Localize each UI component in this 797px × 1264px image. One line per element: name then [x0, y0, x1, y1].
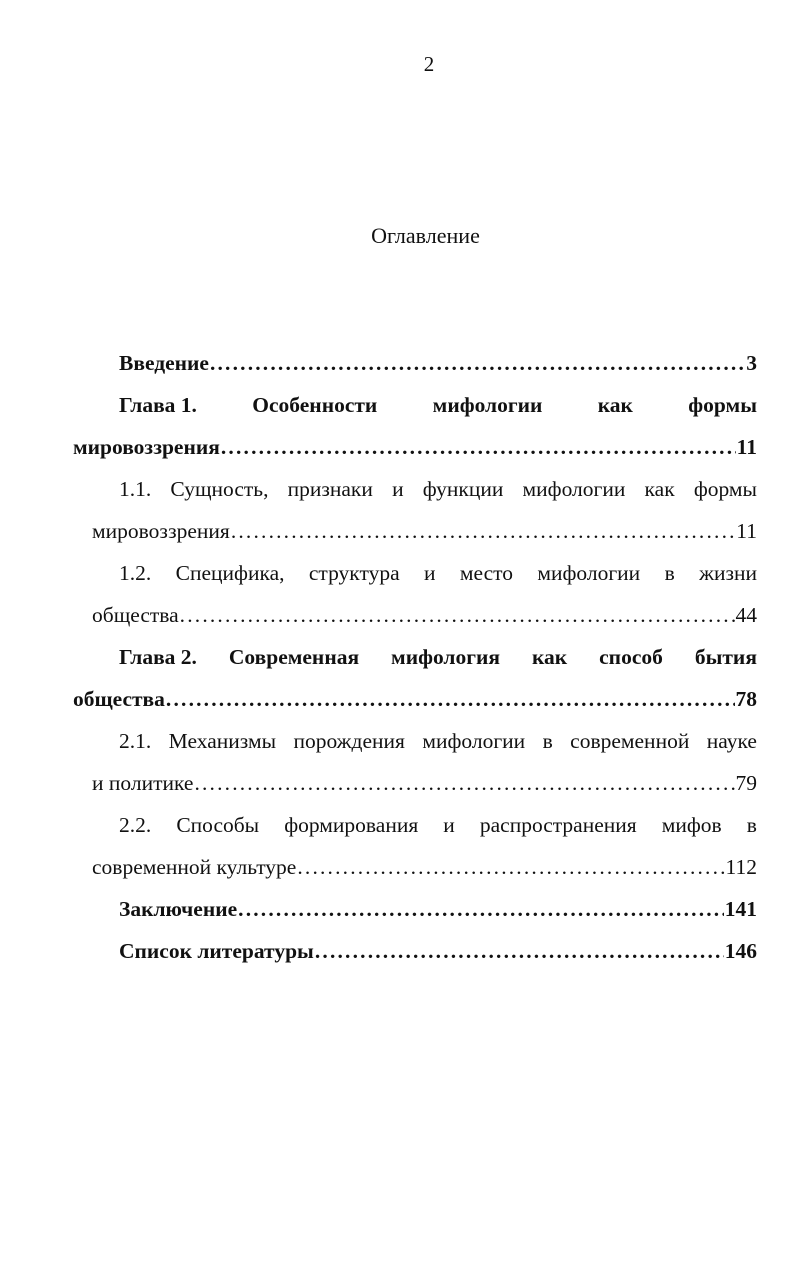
toc-word: Специфика,: [175, 561, 285, 585]
toc-word: признаки: [287, 477, 373, 501]
toc-word: мифологии: [432, 393, 543, 417]
toc-entry-page: 112: [725, 855, 757, 879]
page-number: 2: [423, 52, 435, 76]
toc-entry-label: современной культуре: [92, 855, 297, 879]
toc-entry-page: 3: [746, 351, 757, 375]
toc-word: мифология: [391, 645, 501, 669]
toc-word: Способы: [176, 813, 260, 837]
toc-entry-label: Введение: [119, 351, 209, 375]
toc-word: распространения: [479, 813, 637, 837]
toc-word: формы: [688, 393, 757, 417]
toc-entry-page: 146: [724, 939, 757, 963]
toc-word: современной: [570, 729, 690, 753]
toc-word: способ: [599, 645, 663, 669]
dot-leader: [297, 846, 724, 888]
toc-entry-section-2-2-heading: [73, 804, 757, 846]
toc-word: мифов: [661, 813, 722, 837]
toc-entry-page: 79: [735, 771, 757, 795]
toc-entry-conclusion: [73, 888, 757, 930]
toc-word: структура: [308, 561, 400, 585]
toc-entry-bibliography: [73, 930, 757, 972]
toc-entry-label: мировоззрения: [73, 435, 220, 459]
toc-entry-chapter-2-heading: [73, 636, 757, 678]
toc-entry-section-2-1: [73, 762, 757, 804]
toc-word: и: [443, 813, 455, 837]
toc-word: Современная: [228, 645, 360, 669]
toc-word: как: [644, 477, 675, 501]
toc-entry-section-2-2: [73, 846, 757, 888]
toc-entry-introduction: [73, 342, 757, 384]
toc-word: место: [459, 561, 513, 585]
toc-word: Сущность,: [170, 477, 269, 501]
dot-leader: [166, 678, 735, 720]
toc-word: функции: [422, 477, 504, 501]
toc-entry-page: 11: [736, 519, 757, 543]
toc-word: Механизмы: [168, 729, 277, 753]
toc-entry-label: Заключение: [119, 897, 238, 921]
toc-word: 2.1.: [119, 729, 152, 753]
toc-word: как: [597, 393, 633, 417]
toc-word: в: [746, 813, 757, 837]
toc-entry-label: общества: [92, 603, 179, 627]
table-of-contents: [73, 342, 757, 972]
dot-leader: [231, 510, 735, 552]
toc-entry-section-1-1: [73, 510, 757, 552]
toc-word: 2.2.: [119, 813, 152, 837]
toc-word: мифологии: [522, 477, 626, 501]
toc-word: формы: [693, 477, 757, 501]
toc-entry-page: 44: [735, 603, 757, 627]
dot-leader: [194, 762, 734, 804]
dot-leader: [180, 594, 735, 636]
toc-entry-page: 78: [735, 687, 757, 711]
dot-leader: [221, 426, 736, 468]
toc-word: жизни: [699, 561, 757, 585]
toc-word: 1.1.: [119, 477, 152, 501]
dot-leader: [238, 888, 724, 930]
toc-word: Глава 1.: [119, 393, 197, 417]
toc-word: в: [542, 729, 553, 753]
toc-word: формирования: [284, 813, 419, 837]
toc-entry-section-1-2-heading: [73, 552, 757, 594]
toc-word: бытия: [694, 645, 757, 669]
dot-leader: [315, 930, 724, 972]
toc-entry-page: 11: [736, 435, 757, 459]
toc-entry-section-1-2: [73, 594, 757, 636]
dot-leader: [210, 342, 745, 384]
page-title: Оглавление: [371, 223, 480, 248]
toc-word: мифологии: [537, 561, 641, 585]
toc-word: и: [424, 561, 436, 585]
toc-word: и: [392, 477, 404, 501]
toc-entry-section-2-1-heading: [73, 720, 757, 762]
toc-word: Особенности: [252, 393, 378, 417]
toc-entry-label: общества: [73, 687, 165, 711]
toc-word: 1.2.: [119, 561, 152, 585]
toc-word: мифологии: [422, 729, 526, 753]
toc-entry-label: и политике: [92, 771, 194, 795]
toc-entry-chapter-1: [73, 426, 757, 468]
toc-entry-chapter-1-heading: [73, 384, 757, 426]
toc-word: Глава 2.: [119, 645, 197, 669]
toc-entry-page: 141: [724, 897, 757, 921]
toc-entry-label: Список литературы: [119, 939, 314, 963]
toc-word: порождения: [293, 729, 405, 753]
toc-word: науке: [706, 729, 757, 753]
toc-entry-section-1-1-heading: [73, 468, 757, 510]
toc-word: в: [664, 561, 675, 585]
toc-word: как: [531, 645, 568, 669]
toc-entry-label: мировоззрения: [92, 519, 230, 543]
toc-entry-chapter-2: [73, 678, 757, 720]
